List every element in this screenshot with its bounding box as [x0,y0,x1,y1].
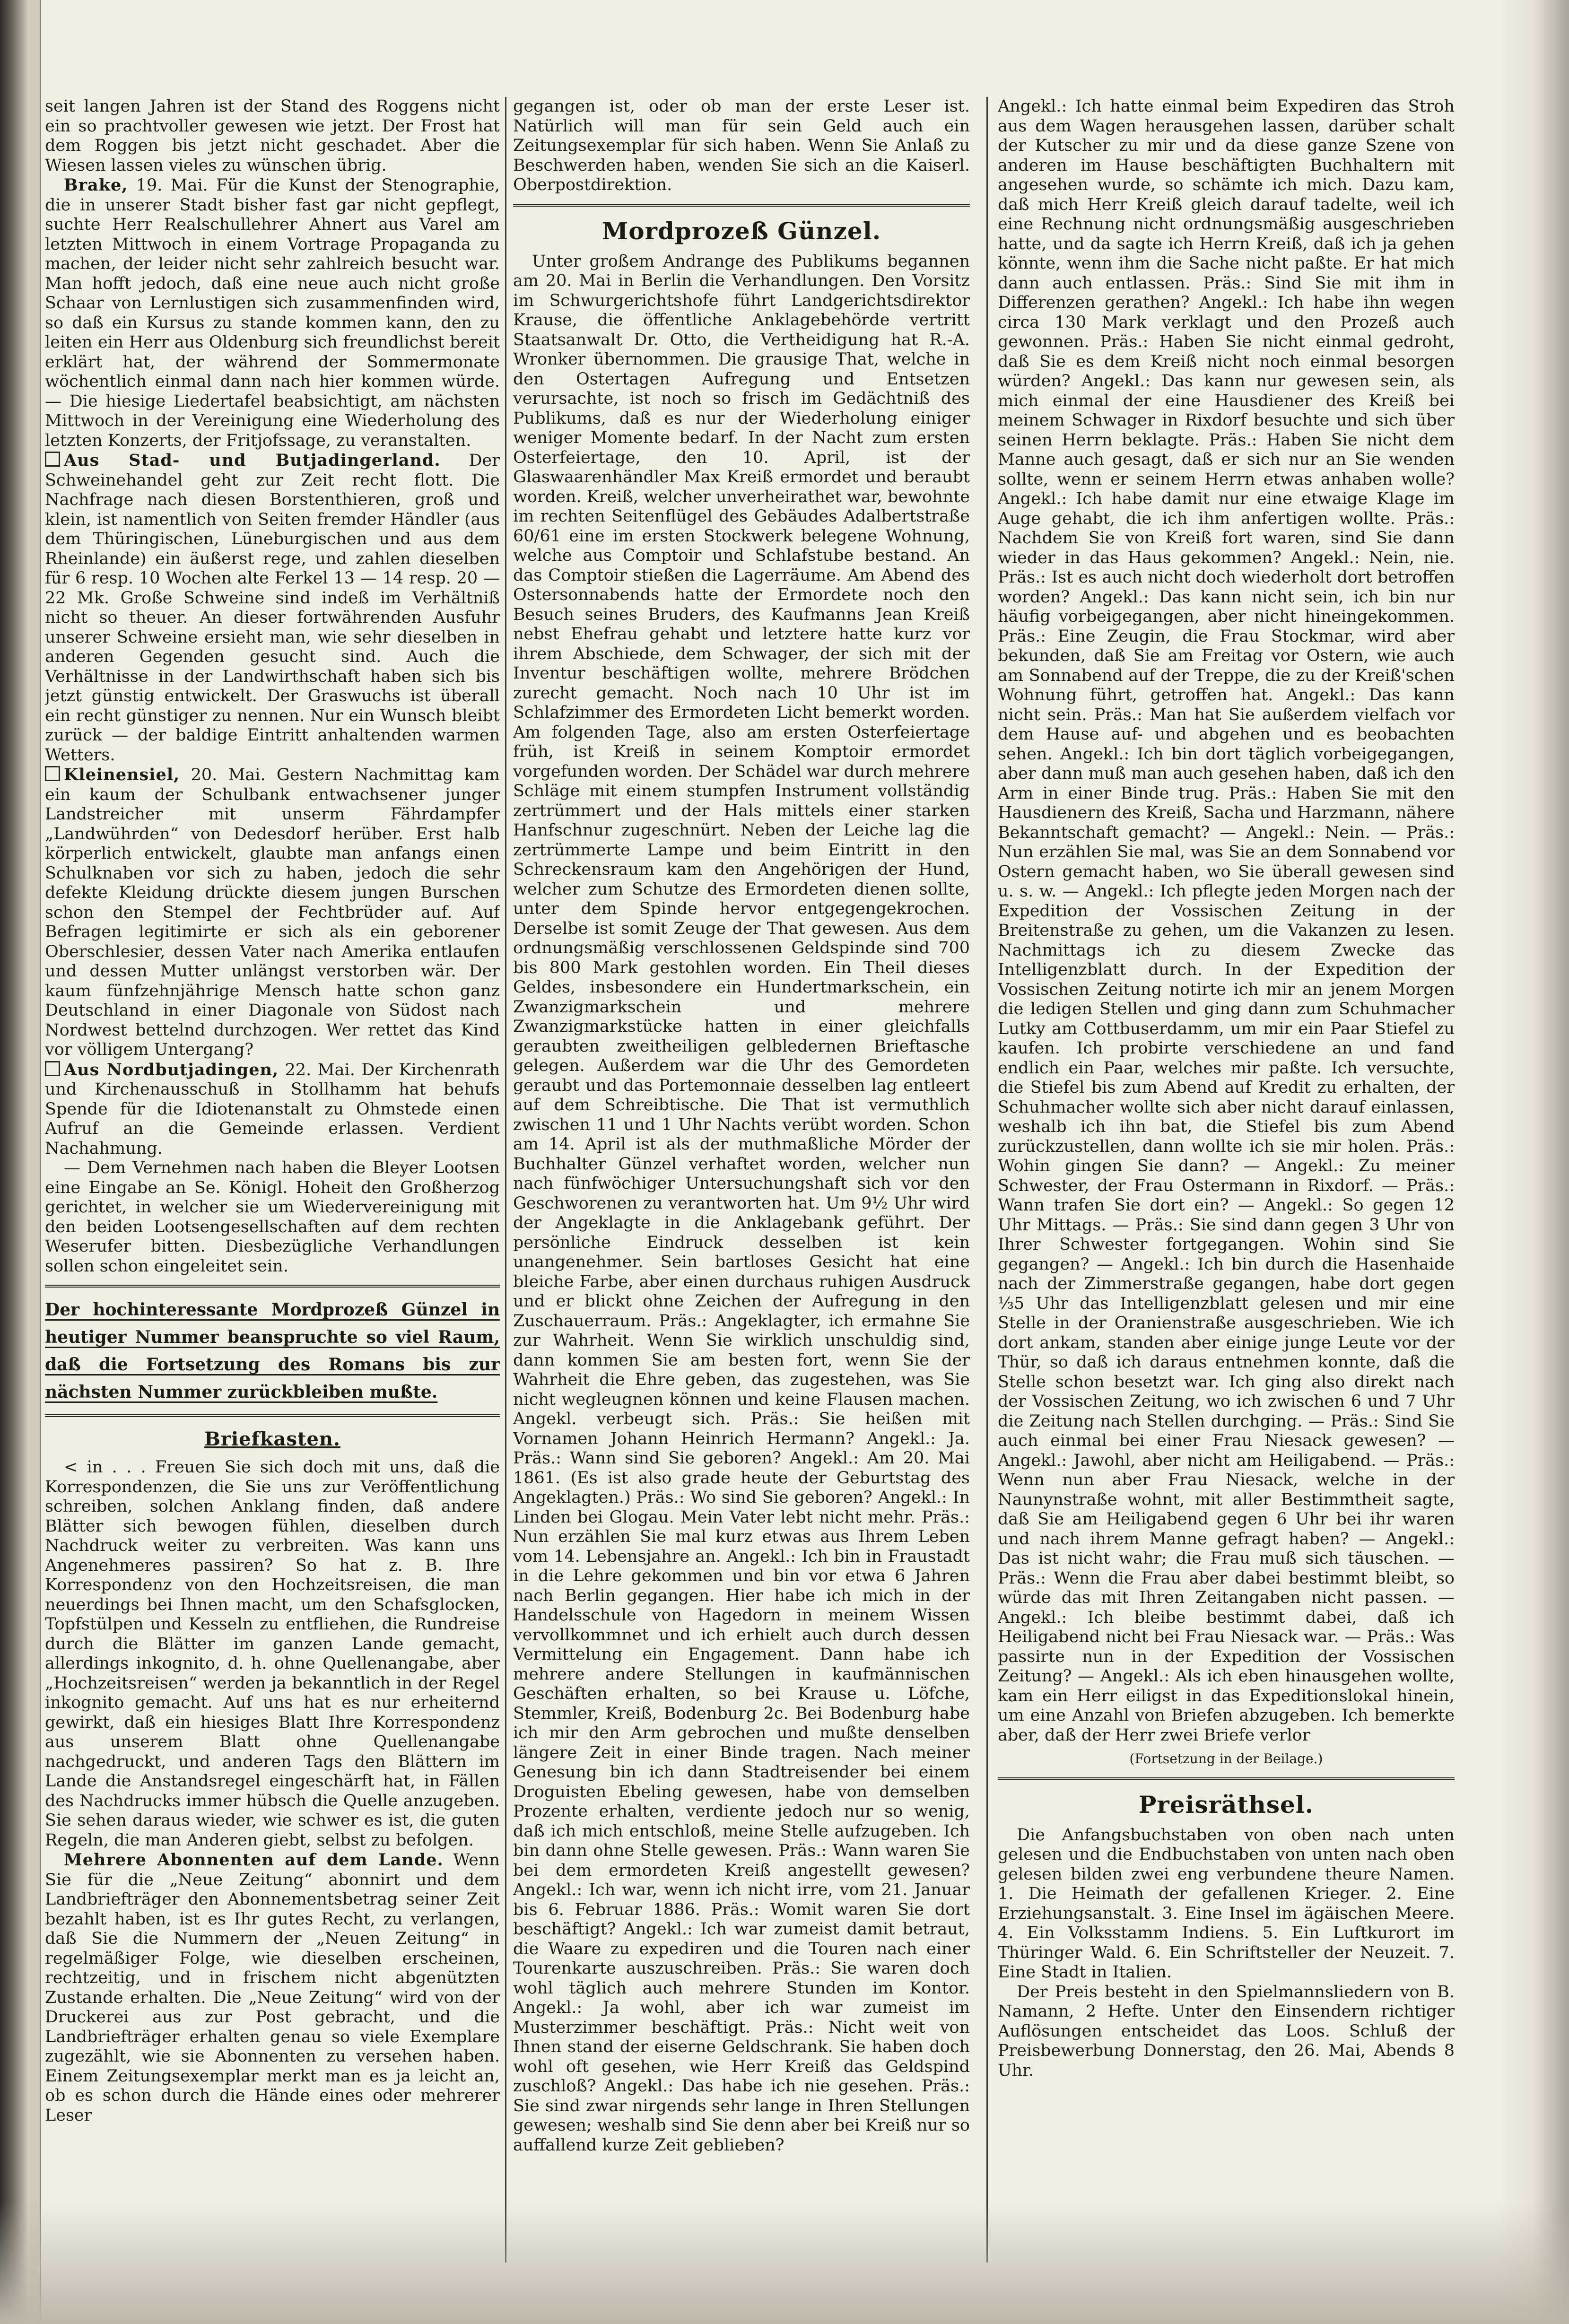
column-rule [505,97,506,2263]
column-1 [45,97,500,2281]
puzzle-text: Die Anfangsbuchstaben von oben nach unten gelesen und die Endbuchstaben von unten nach oben gelesen bilden zwei eng verbundene theure Namen. 1. Die Heimath der gefallenen Krieger. 2. Eine Erziehungsanstalt. 3. Eine Insel im ägäischen Meere. 4. Ein Volksstamm Indiens. 5. Ein Luftkurort im Thüringer Wald. 6. Ein Schriftsteller der Neuzeit. 7. Eine Stadt in Italien. [998,1825,1455,1982]
article-body: Unter großem Andrange des Publikums begannen am 20. Mai in Berlin die Verhandlungen. Den Vorsitz im Schwurgerichtshofe führt Landgerichtsdirektor Krause, die öffentliche Anklagebehörde vertritt Staatsanwalt Dr. Otto, die Vertheidigung hat R.-A. Wronker übernommen. Die grausige That, welche in den Ostertagen Aufregung und Entsetzen verursachte, ist noch so frisch im Gedächtniß des Publikums, daß es nur der Wiederholung einiger weniger Momente bedarf. In der Nacht zum ersten Osterfeiertage, den 10. April, ist der Glaswaarenhändler Max Kreiß ermordet und beraubt worden. Kreiß, welcher unverheirathet war, bewohnte im rechten Seitenflügel des Gebäudes Adalbertstraße 60/61 eine im ersten Stockwerk belegene Wohnung, welche aus Comptoir und Schlafstube bestand. An das Comptoir stießen die Lagerräume. Am Abend des Ostersonnabends hatte der Ermordete noch den Besuch seines Bruders, des Kaufmanns Jean Kreiß nebst Ehefrau gehabt und letztere hatte kurz vor ihrem Abschiede, dem Schwager, der sich mit der Inventur beschäftigen wollte, mehrere Brödchen zurecht gemacht. Noch nach 10 Uhr ist im Schlafzimmer des Ermordeten Licht bemerkt worden. Am folgenden Tage, also am ersten Osterfeiertage früh, ist Kreiß in seinem Komptoir ermordet vorgefunden worden. Der Schädel war durch mehrere Schläge mit einem stumpfen Instrument vollständig zertrümmert und der Hals mittels einer starken Hanfschnur zugeschnürt. Neben der Leiche lag die zertrümmerte Lampe und beim Eintritt in den Schreckensraum kam den Angehörigen der Hund, welcher zum Schutze des Ermordeten dienen sollte, unter dem Spinde hervor entgegengekrochen. Derselbe ist somit Zeuge der That gewesen. Aus dem ordnungsmäßig verschlossenen Geldspinde sind 700 bis 800 Mark gestohlen worden. Ein Theil dieses Geldes, insbesondere ein Hundertmarkschein, ein Zwanzigmarkschein und mehrere Zwanzigmarkstücke hatten in einer gleichfalls geraubten zweitheiligen gelbledernen Brieftasche gelegen. Außerdem war die Uhr des Gemordeten geraubt und das Portemonnaie desselben lag entleert auf dem Schreibtische. Die That ist vermuthlich zwischen 11 und 1 Uhr Nachts verübt worden. Schon am 14. April ist als der muthmaßliche Mörder der Buchhalter Günzel verhaftet worden, welcher nun nach fünfwöchiger Untersuchungshaft sich vor den Geschworenen zu verantworten hat. Um 9½ Uhr wird der Angeklagte in die Anklagebank geführt. Der persönliche Eindruck desselben ist kein unangenehmer. Sein bartloses Gesicht hat eine bleiche Farbe, aber einen durchaus ruhigen Ausdruck und er blickt ohne Zeichen der Aufregung in den Zuschauerraum. Präs.: Angeklagter, ich ermahne Sie zur Wahrheit. Wenn Sie wirklich unschuldig sind, dann kommen Sie am besten fort, wenn Sie der Wahrheit die Ehre geben, das zugestehen, was Sie nicht wegleugnen können und keine Flausen machen. Angekl. verbeugt sich. Präs.: Sie heißen mit Vornamen Johann Heinrich Hermann? Angekl.: Ja. Präs.: Wann sind Sie geboren? Angekl.: Am 20. Mai 1861. (Es ist also grade heute der Geburtstag des Angeklagten.) Präs.: Wo sind Sie geboren? Angekl.: In Linden bei Glogau. Mein Vater lebt nicht mehr. Präs.: Nun erzählen Sie mal kurz etwas aus Ihrem Leben vom 14. Lebensjahre an. Angekl.: Ich bin in Fraustadt in die Lehre gekommen und bin vor etwa 6 Jahren nach Berlin gegangen. Hier habe ich mich in der Handelsschule von Hagedorn in meinem Wissen vervollkommnet und ich erhielt auch durch dessen Vermittelung ein Engagement. Dann habe ich mehrere andere Stellungen in kaufmännischen Geschäften erhalten, so bei Krause u. Löfche, Stemmler, Kreiß, Bodenburg 2c. Bei Bodenburg habe ich mir den Arm gebrochen und mußte denselben längere Zeit in einer Binde tragen. Nach meiner Genesung bin ich dann Stadtreisender bei einem Droguisten Ebeling gewesen, habe von demselben Prozente erhalten, verdiente jedoch nur so wenig, daß ich mich entschloß, meine Stelle aufzugeben. Ich bin dann ohne Stelle gewesen. Präs.: Wann waren Sie bei dem ermordeten Kreiß angestellt gewesen? Angekl.: Ich war, wenn ich nicht irre, vom 21. Januar bis 6. Februar 1886. Präs.: Womit waren Sie dort beschäftigt? Angekl.: Ich war zumeist damit betraut, die Waare zu expediren und die Touren nach einer Tourenkarte auszuschreiben. Präs.: Sie waren doch wohl täglich auch mehrere Stunden im Kontor. Angekl.: Ja wohl, aber ich war zumeist im Musterzimmer beschäftigt. Präs.: Nicht weit von Ihnen stand der eiserne Geldschrank. Sie haben doch wohl oft gesehen, wie Herr Kreiß das Geldspind zuschloß? Angekl.: Das habe ich nie gesehen. Präs.: Sie sind zwar nirgends sehr lange in Ihren Stellungen gewesen; weshalb sind Sie denn aber bei Kreiß nur so auffallend kurze Zeit geblieben? [513,252,970,2155]
continued-note: (Fortsetzung in der Beilage.) [1129,1751,1323,1767]
article-body: Angekl.: Ich hatte einmal beim Expediren das Stroh aus dem Wagen herausgehen lassen, darüber schalt der Kutscher zu mir und da diese ganze Szene von anderen im Hause beschäftigten Buchhaltern mit angesehen wurde, so schämte ich mich. Dazu kam, daß mich Herr Kreiß gleich darauf tadelte, weil ich eine Rechnung nicht ordnungsmäßig ausgeschrieben hatte, und da sagte ich Herrn Kreiß, daß ich ja gehen könnte, wenn ihm die Sache nicht paßte. Er hat mich dann auch entlassen. Präs.: Sind Sie mit ihm in Differenzen gerathen? Angekl.: Ich habe ihn wegen circa 130 Mark verklagt und den Prozeß auch gewonnen. Präs.: Haben Sie nicht einmal gedroht, daß Sie es dem Kreiß nicht noch einmal besorgen würden? Angekl.: Das kann nur gewesen sein, als mich einmal der eine Hausdiener des Kreiß bei meinem Schwager in Rixdorf besuchte und sich über seinen Herrn beklagte. Präs.: Haben Sie nicht dem Manne auch gesagt, daß er sich nur an Sie wenden sollte, wenn er seinem Herrn etwas anhaben wolle? Angekl.: Ich habe damit nur eine etwaige Klage im Auge gehabt, die ich ihm anfertigen wollte. Präs.: Nachdem Sie von Kreiß fort waren, sind Sie dann wieder in das Haus gekommen? Angekl.: Nein, nie. Präs.: Ist es auch nicht doch wiederholt dort betroffen worden? Angekl.: Das kann nicht sein, ich bin nur häufig vorbeigegangen, aber nicht hineingekommen. Präs.: Eine Zeugin, die Frau Stockmar, wird aber bekunden, daß Sie am Freitag vor Ostern, wie auch am Sonnabend auf der Treppe, die zu der Kreiß'schen Wohnung führt, getroffen hat. Angekl.: Das kann nicht sein. Präs.: Man hat Sie außerdem vielfach vor dem Hause auf- und abgehen und es beobachten sehen. Angekl.: Ich bin dort täglich vorbeigegangen, aber dann muß man auch gesehen haben, daß ich den Arm in einer Binde trug. Präs.: Haben Sie mit den Hausdienern des Kreiß, Sacha und Harzmann, nähere Bekanntschaft gemacht? — Angekl.: Nein. — Präs.: Nun erzählen Sie mal, was Sie an dem Sonnabend vor Ostern gemacht haben, wo Sie überall gewesen sind u. s. w. — Angekl.: Ich pflegte jeden Morgen nach der Expedition der Vossischen Zeitung in der Breitenstraße zu gehen, um die Vakanzen zu lesen. Nachmittags ich zu diesem Zwecke das Intelligenzblatt durch. In der Expedition der Vossischen Zeitung notirte ich mir an jenem Morgen die ledigen Stellen und ging dann zum Schuhmacher Lutky am Cottbuserdamm, um mir ein Paar Stiefel zu kaufen. Ich probirte verschiedene an und fand endlich ein Paar, welches mir paßte. Ich versuchte, die Stiefel bis zum Abend auf Kredit zu erhalten, der Schuhmacher wollte sich aber nicht darauf einlassen, weshalb ich ihn bat, die Stiefel bis zum Abend zurückzustellen, dann wollte ich sie mir holen. Präs.: Wohin gingen Sie dann? — Angekl.: Zu meiner Schwester, der Frau Ostermann in Rixdorf. — Präs.: Wann trafen Sie dort ein? — Angekl.: So gegen 12 Uhr Mittags. — Präs.: Sie sind dann gegen 3 Uhr von Ihrer Schwester fortgegangen. Wohin sind Sie gegangen? — Angekl.: Ich bin durch die Hasenhaide nach der Zimmerstraße gegangen, habe dort gegen ⅓5 Uhr das Intelligenzblatt gelesen und mir eine Stelle in der Oranienstraße ausgeschrieben. Wie ich dort ankam, standen aber einige junge Leute vor der Thür, so daß ich daraus entnehmen konnte, daß die Stelle schon besetzt war. Ich ging also direkt nach der Vossischen Zeitung, wo ich zwischen 6 und 7 Uhr die Zeitung nach Stellen durchging. — Präs.: Sind Sie auch einmal bei einer Frau Niesack gewesen? — Angekl.: Jawohl, aber nicht am Heiligabend. — Präs.: Wenn nun aber Frau Niesack, welche in der Naunynstraße wohnt, mit aller Bestimmtheit sagte, daß Sie am Heiligabend gegen 6 Uhr bei ihr waren und nach ihrem Manne gefragt haben? — Angekl.: Das ist nicht wahr; die Frau muß sich täuschen. — Präs.: Wenn die Frau aber dabei bestimmt bleibt, so würde das mit Ihren Zeitangaben nicht passen. — Angekl.: Ich bleibe bestimmt dabei, daß ich Heiligabend nicht bei Frau Niesack war. — Präs.: Was passirte nun in der Expedition der Vossischen Zeitung? — Angekl.: Als ich eben hinausgehen wollte, kam ein Herr eiligst in das Expeditionslokal hinein, um eine Anzahl von Briefen abzugeben. Ich bemerkte aber, daß der Herr zwei Briefe verlor [998,97,1455,1745]
divider [513,204,970,207]
news-text: 22. Mai. Der Kirchenrath und Kirchenausschuß in Stollhamm hat behufs Spende für die Idiotenanstalt zu Ohmstede einen Aufruf an die Gemeinde erlassen. Verdient Nachahmung. [45,1060,500,1158]
book-spine [0,0,29,2324]
news-item-brake [45,175,500,451]
divider [45,1414,500,1417]
paragraph: gegangen ist, oder ob man der erste Leser ist. Natürlich will man für sein Geld auch ein Zeitungsexemplar für sich haben. Wenn Sie Anlaß zu Beschwerden haben, wenden Sie sich an die Kaiserl. Oberpostdirektion. [513,97,970,194]
reply-text: Wenn Sie für die „Neue Zeitung“ abonnirt und dem Landbriefträger den Abonnementsbetrag seiner Zeit bezahlt haben, ist es Ihr gutes Recht, zu verlangen, daß Sie die Nummern der „Neuen Zeitung“ in regelmäßiger Folge, wie dieselben erscheinen, rechtzeitig, und in frischem nicht abgenützten Zustande erhalten. Die „Neue Zeitung“ wird von der Druckerei aus zur Post gebracht, und die Landbriefträger erhalten genau so viele Exemplare zugezählt, wie sie Abonnenten zu versehen haben. Einem Zeitungsexemplar merkt man es ja leicht an, ob es schon durch die Hände eines oder mehrerer Leser [45,1851,500,2125]
puzzle-prize: Der Preis besteht in den Spielmannsliedern von B. Namann, 2 Hefte. Unter den Einsendern richtiger Auflösungen entscheidet das Loos. Schluß der Preisbewerbung Donnerstag, den 26. Mai, Abends 8 Uhr. [998,1982,1455,2080]
box-icon [45,766,60,781]
dateline-place: Aus Nordbutjadingen, [64,1060,279,1079]
news-text: Der Schweinehandel geht zur Zeit recht flott. Die Nachfrage nach diesen Borstenthieren, groß und klein, ist namentlich von Seiten fremder Händler (aus dem Thüringischen, Lüneburgischen und aus dem Rheinlande) ein äußerst rege, und zahlen dieselben für 6 resp. 10 Wochen alte Ferkel 13 — 14 resp. 20 — 22 Mk. Große Schweine sind indeß im Verhältniß nicht so theuer. An dieser fortwährenden Ausfuhr unserer Schweine ersieht man, wie sehr dieselben in anderen Gegenden gesucht sind. Auch die Verhältnisse in der Landwirthschaft haben sich bis jetzt günstig entwickelt. Der Graswuchs ist überall ein recht günstiger zu nennen. Nur ein Wunsch bleibt zurück — der baldige Eintritt anhaltenden warmen Wetters. [45,451,500,765]
news-item-kleinensiel [45,765,500,1060]
editorial-notice: Der hochinteressante Mordprozeß Günzel in heutiger Nummer beanspruchte so viel Raum, daß die Fortsetzung des Romans bis zur nächsten Nummer zurückbleiben mußte. [45,1300,500,1402]
news-item-nordbutjadingen [45,1060,500,1159]
letter-reply [45,1850,500,2125]
dateline-place: Brake, [64,175,128,195]
box-icon [45,1061,60,1076]
divider [45,1285,500,1288]
page-edge-right [1498,0,1569,2324]
addressee: Mehrere Abonnenten auf dem Lande. [64,1850,444,1870]
box-icon [45,452,60,467]
column-3 [998,97,1455,2281]
dateline-place: Kleinensiel, [64,765,180,784]
letter-reply: < in . . . Freuen Sie sich doch mit uns, daß die Korrespondenzen, die Sie uns zur Veröffentlichung schreiben, solchen Anklang finden, daß andere Blätter sich bewogen fühlen, dieselben durch Nachdruck weiter zu verbreiten. Was kann uns Angenehmeres passiren? So hat z. B. Ihre Korrespondenz von den Hochzeitsreisen, die man neuerdings bei Ihnen macht, um den Schafsglocken, Topfstülpen und Kesseln zu entfliehen, die Rundreise durch die Blätter im ganzen Lande gemacht, allerdings inkognito, d. h. ohne Quellenangabe, aber „Hochzeitsreisen“ werden ja bekanntlich in der Regel inkognito gemacht. Auf uns hat es nur erheiternd gewirkt, daß ein hiesiges Blatt Ihre Korrespondenz aus unserem Blatt ohne Quellenangabe nachgedruckt, und anderen Tags den Blättern im Lande die Anstandsregel eingeschärft hat, in Fällen des Nachdrucks immer hübsch die Quelle anzugeben. Sie sehen daraus wieder, wie schwer es ist, die guten Regeln, die man Anderen giebt, selbst zu befolgen. [45,1458,500,1850]
column-2 [513,97,970,2281]
column-rule [986,97,988,2263]
article-title: Mordprozeß Günzel. [601,217,881,245]
page-shadow-bottom [0,2201,1569,2324]
dateline-place: Aus Stad- und Butjadingerland. [64,451,441,470]
section-title-briefkasten: Briefkasten. [204,1428,340,1450]
news-text: 20. Mai. Gestern Nachmittag kam ein kaum der Schulbank entwachsener junger Landstreicher mit unserm Fährdampfer „Landwührden“ von Dedesdorf herüber. Erst halb körperlich entwickelt, glaubte man anfangs einen Schulknaben vor sich zu haben, jedoch die sehr defekte Kleidung drückte diesem jungen Burschen schon den Stempel der Fechtbrüder auf. Auf Befragen legitimirte er sich als ein geborener Oberschlesier, dessen Vater nach Amerika entlaufen und dessen Mutter unlängst verstorben wär. Der kaum fünfzehnjährige Mensch hatte schon ganz Deutschland in einer Diagonale von Südost nach Nordwest bettelnd durchzogen. Wer rettet das Kind vor völligem Untergang? [45,766,500,1059]
divider [998,1777,1455,1780]
news-text: 19. Mai. Für die Kunst der Stenographie, die in unserer Stadt bisher fast gar nicht gepflegt, suchte Herr Realschullehrer Ahnert aus Varel am letzten Mittwoch in einem Vortrage Propaganda zu machen, der leider nicht sehr zahlreich besucht war. Man hofft jedoch, daß eine neue auch nicht große Schaar von Lernlustigen sich zusammenfinden wird, so daß ein Kursus zu stande kommen kann, den zu leiten ein Herr aus Oldenburg sich freundlichst bereit erklärt hat, der während der Sommermonate wöchentlich einmal dann nach hier kommen würde. — Die hiesige Liedertafel beabsichtigt, am nächsten Mittwoch in der Vereinigung eine Wiederholung des letzten Konzerts, der Fritjofssage, zu veranstalten. [45,176,500,450]
paragraph: seit langen Jahren ist der Stand des Roggens nicht ein so prachtvoller gewesen wie jetzt. Der Frost hat dem Roggen bis jetzt nicht geschadet. Aber die Wiesen lassen vieles zu wünschen übrig. [45,97,500,175]
news-item-stad [45,451,500,765]
puzzle-title: Preisräthsel. [1138,1790,1314,1819]
previous-page-edge [29,0,41,2324]
news-item-bleier: — Dem Vernehmen nach haben die Bleyer Lootsen eine Eingabe an Se. Königl. Hoheit den Großherzog gerichtet, in welcher sie um Wiedervereinigung mit den beiden Lootsengesellschaften auf dem rechten Weserufer bitten. Diesbezügliche Verhandlungen sollen schon eingeleitet sein. [45,1158,500,1276]
